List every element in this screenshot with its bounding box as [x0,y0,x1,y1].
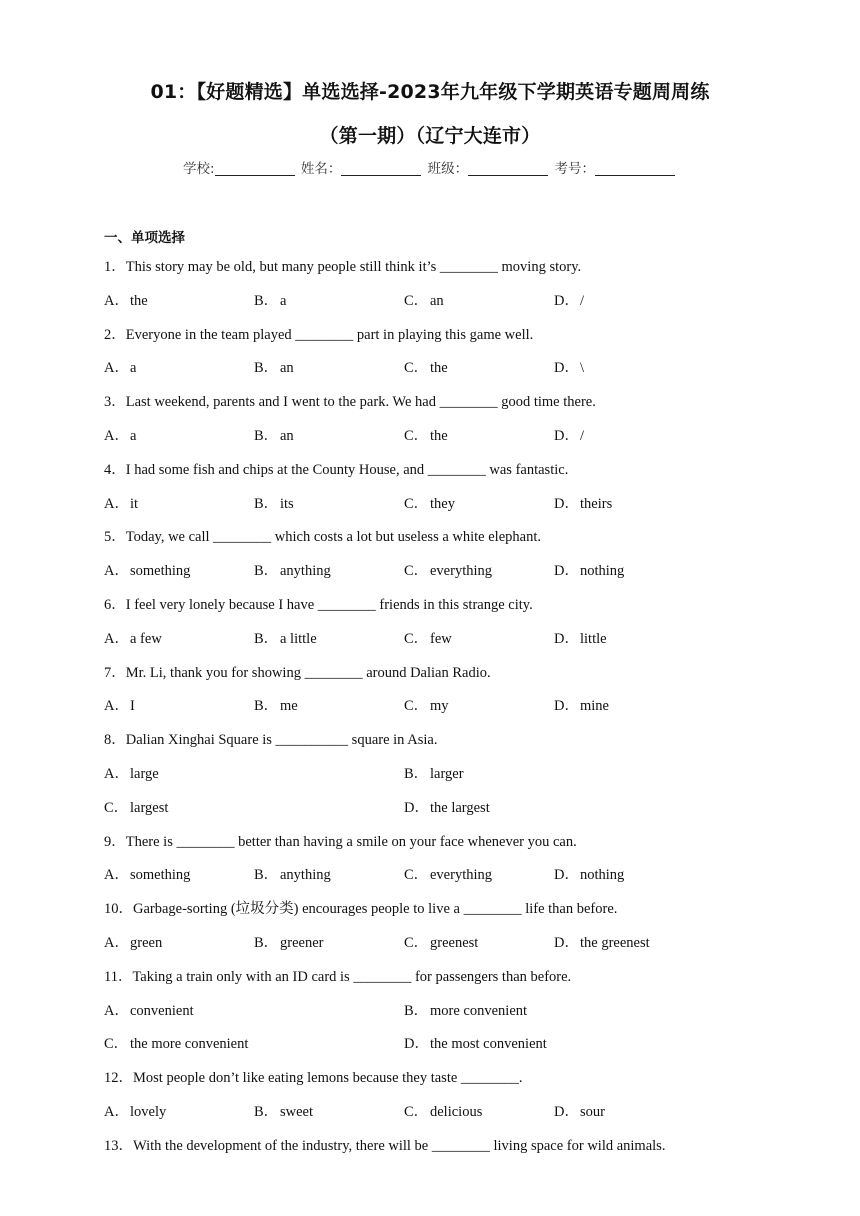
answer-option[interactable]: D．sour [554,1104,605,1120]
answer-option[interactable]: B． me [254,698,298,715]
question-stem: 8．Dalian Xinghai Square is __________ square in Asia. [104,732,438,749]
answer-option[interactable]: A．the [104,292,148,309]
answer-option[interactable]: C． an [404,292,444,309]
page-subtitle: （第一期）（辽宁大连市） [319,125,541,147]
question-stem: 10．Garbage-sorting (垃圾分类) encourages people to live a ________ life than before. [104,901,618,918]
answer-option[interactable]: C． delicious [404,1104,483,1120]
answer-option[interactable]: C． the [404,428,448,444]
question-stem: 12．Most people don’t like eating lemons because they taste ________. [104,1070,523,1087]
question-stem: 9．There is ________ better than having a smile on your face whenever you can. [104,833,577,850]
answer-option[interactable]: D．nothing [554,563,625,580]
answer-option[interactable]: B． a little [254,630,317,647]
answer-option[interactable]: B． anything [254,563,331,580]
answer-option[interactable]: C． they [404,495,455,512]
answer-option[interactable]: A．it [104,495,139,512]
exam-number-label: 考号： [554,161,595,177]
answer-option[interactable]: D．theirs [554,495,613,512]
student-info-line [0,157,860,177]
question-stem: 11．Taking a train only with an ID card is ________ for passengers than before. [104,968,572,985]
answer-option[interactable]: D．the largest [404,799,490,816]
name-blank[interactable] [341,161,421,176]
answer-option[interactable]: A．large [104,766,159,782]
question-stem: 6．I feel very lonely because I have ________ friends in this strange city. [104,597,533,613]
question-stem: 13．With the development of the industry, there will be ________ living space for wild animals. [104,1137,666,1154]
question-stem: 5．Today, we call ________ which costs a lot but useless a white elephant. [104,529,541,546]
answer-option[interactable]: B． its [254,495,294,512]
answer-option[interactable]: B． an [254,428,294,444]
answer-option[interactable]: D．/ [554,292,585,309]
answer-option[interactable]: C． the [404,360,448,377]
answer-option[interactable]: C． everything [404,867,493,884]
answer-option[interactable]: C． everything [404,563,493,580]
answer-option[interactable]: B． larger [404,766,464,782]
question-stem: 4．I had some fish and chips at the County House, and ________ was fantastic. [104,461,569,478]
answer-option[interactable]: A．a few [104,630,162,647]
section-title: 一、单项选择 [104,230,185,246]
answer-option[interactable]: B． anything [254,867,331,884]
answer-option[interactable]: A．something [104,563,191,580]
school-label: 学校: [183,161,215,177]
answer-option[interactable]: A．convenient [104,1002,194,1019]
answer-option[interactable]: C． greenest [404,935,479,951]
answer-option[interactable]: A．green [104,935,163,951]
class-label: 班级： [427,161,469,177]
answer-option[interactable]: A．a [104,360,137,377]
page-title: 01：【好题精选】单选选择-2023年九年级下学期英语专题周周练 [150,81,710,103]
answer-option[interactable]: B． a [254,292,287,309]
class-blank[interactable] [468,161,548,176]
answer-option[interactable]: A．lovely [104,1104,167,1120]
answer-option[interactable]: B． sweet [254,1104,314,1120]
name-label: 姓名： [300,161,342,177]
answer-option[interactable]: D．/ [554,428,585,444]
question-stem: 3．Last weekend, parents and I went to the park. We had ________ good time there. [104,394,596,411]
answer-option[interactable]: D．nothing [554,867,625,884]
answer-option[interactable]: C． my [404,698,449,715]
question-stem: 1．This story may be old, but many people still think it’s ________ moving story. [104,259,582,275]
answer-option[interactable]: D．mine [554,698,609,715]
answer-option[interactable]: D．\ [554,360,585,377]
answer-option[interactable]: D．little [554,630,607,647]
answer-option[interactable]: C． few [404,630,452,647]
answer-option[interactable]: A．a [104,428,137,444]
answer-option[interactable]: B． greener [254,935,324,951]
school-blank[interactable] [215,161,295,176]
answer-option[interactable]: A．I [104,698,135,715]
answer-option[interactable]: B． more convenient [404,1002,528,1019]
answer-option[interactable]: A．something [104,867,191,884]
answer-option[interactable]: B． an [254,360,294,377]
answer-option[interactable]: C． largest [104,799,169,816]
answer-option[interactable]: C． the more convenient [104,1036,249,1053]
question-stem: 7．Mr. Li, thank you for showing ________ around Dalian Radio. [104,664,491,681]
answer-option[interactable]: D．the greenest [554,935,650,951]
exam-number-blank[interactable] [595,161,675,176]
question-stem: 2．Everyone in the team played ________ part in playing this game well. [104,326,534,343]
answer-option[interactable]: D．the most convenient [404,1036,547,1053]
